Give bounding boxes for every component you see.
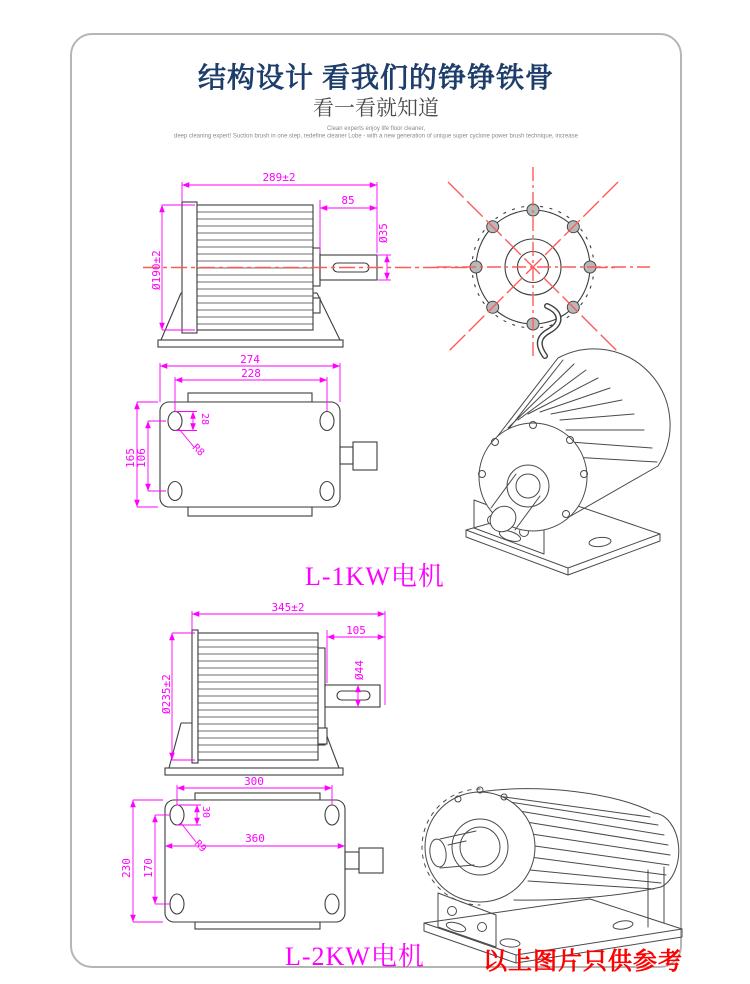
dim-hole-spacing-x: 300 xyxy=(244,775,264,788)
dim-overall-length: 345±2 xyxy=(271,601,305,614)
motor2-iso-view-drawing xyxy=(418,775,690,967)
dim-shaft-diameter: Ø35 xyxy=(377,223,390,243)
shaft-stub xyxy=(340,442,377,470)
dim-outer-width: 360 xyxy=(245,832,265,845)
motor-body xyxy=(479,349,671,531)
shaft-stub xyxy=(345,848,383,873)
tagline-line-1: Clean experts enjoy life floor cleaner, xyxy=(326,125,426,133)
dim-hole-spacing-x: 228 xyxy=(241,367,261,380)
terminal-box xyxy=(318,728,327,744)
dim-body-diameter: Ø235±2 xyxy=(160,674,173,714)
motor2-label: L-2KW电机 xyxy=(285,942,425,971)
motor1-label: L-1KW电机 xyxy=(305,562,445,591)
dim-outer-depth: 230 xyxy=(120,858,133,878)
motor2-base-view-drawing xyxy=(118,775,408,953)
dim-outer-width: 274 xyxy=(240,353,260,366)
flange-strip-top xyxy=(188,393,312,402)
terminal-box xyxy=(313,298,320,313)
motor-body xyxy=(192,630,327,763)
base-plate xyxy=(160,402,340,507)
dim-outer-depth: 165 xyxy=(124,448,137,468)
tagline-line-2: deep cleaning expert! Suction brush in one step, redefine cleaner Lobe - with a new generation of unique super cyclone power brush technique, increase xyxy=(174,133,578,140)
dim-slot-radius: R8 xyxy=(189,442,207,459)
rear-flange xyxy=(192,630,198,763)
dim-shaft-length: 85 xyxy=(341,194,355,207)
dim-shaft-length: 105 xyxy=(346,624,366,637)
flange-strip-bottom xyxy=(195,922,320,929)
dim-body-diameter: Ø190±2 xyxy=(150,250,163,290)
shaft xyxy=(325,685,380,707)
flange-strip-bottom xyxy=(188,507,312,516)
page-title: 结构设计 看我们的铮铮铁骨 xyxy=(197,63,554,94)
motor-body xyxy=(422,787,679,905)
dim-hole-spacing-y: 106 xyxy=(135,448,148,468)
flange-strip-top xyxy=(195,793,320,800)
dim-overall-length: 289±2 xyxy=(262,171,296,184)
header xyxy=(70,64,682,141)
dim-hole-spacing-y: 170 xyxy=(142,858,155,878)
motor1-front-view-drawing xyxy=(435,160,655,367)
page-subtitle: 看一看就知道 xyxy=(313,97,439,120)
footnote-disclaimer: 以上图片只供参考 xyxy=(483,948,683,975)
motor1-base-view-drawing xyxy=(118,352,408,530)
motor1-iso-view-drawing xyxy=(448,362,683,584)
dim-slot-radius: R9 xyxy=(191,838,209,855)
base-plate xyxy=(165,800,345,922)
dim-slot-length: 30 xyxy=(200,806,211,819)
dim-shaft-diameter: Ø44 xyxy=(353,660,366,680)
motor2-side-view-drawing xyxy=(145,602,395,784)
dim-slot-length: 28 xyxy=(199,413,210,426)
tagline xyxy=(94,126,657,141)
